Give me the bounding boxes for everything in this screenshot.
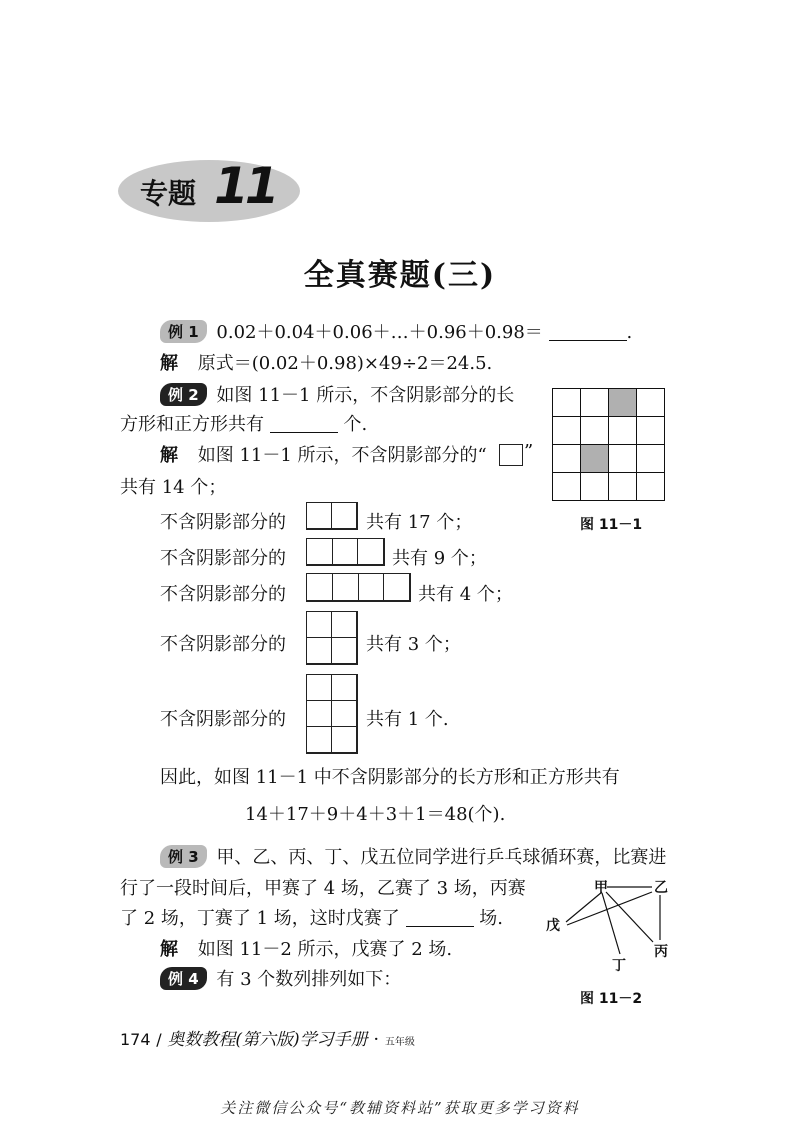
- example1-answer-blank: [549, 322, 627, 341]
- node-bing: 丙: [654, 944, 668, 960]
- prefix-2x2: 不含阴影部分的: [160, 634, 286, 655]
- example4-badge: 例 4: [160, 967, 207, 990]
- count-3x2: 共有 1 个.: [366, 709, 449, 730]
- unit-square-icon: [499, 444, 523, 466]
- edge-jia-bing: [606, 892, 653, 942]
- example4-text: 有 3 个数列排列如下：: [216, 969, 402, 990]
- example1-sol-label: 解: [160, 353, 178, 374]
- example3-badge: 例 3: [160, 845, 207, 868]
- example3-line2: 行了一段时间后，甲赛了 4 场，乙赛了 3 场，丙赛: [120, 878, 526, 899]
- shaded-cell: [609, 389, 637, 417]
- shape-1x2-icon: [306, 502, 358, 530]
- footer-dot: ·: [373, 1029, 380, 1050]
- example2-equation: 14＋17＋9＋4＋3＋1＝48(个).: [245, 804, 506, 825]
- shape-1x4-icon: [306, 573, 411, 602]
- example2-badge: 例 2: [160, 383, 207, 406]
- node-yi: 乙: [654, 880, 668, 896]
- page-number: 174: [120, 1030, 151, 1049]
- book-title: 奥数教程(第六版)学习手册: [167, 1030, 368, 1050]
- shape-2x2-icon: [306, 611, 358, 665]
- example1-sol-text: 原式＝(0.02＋0.98)×49÷2＝24.5.: [197, 353, 493, 374]
- topic-number: 11: [214, 157, 276, 215]
- shape-3x2-icon: [306, 674, 358, 754]
- example4-line: [160, 965, 401, 991]
- footer-separator: /: [156, 1030, 162, 1049]
- example2-conclusion: 因此，如图 11－1 中不含阴影部分的长方形和正方形共有: [160, 767, 620, 788]
- edge-jia-ding: [602, 893, 620, 954]
- example2-text2a: 方形和正方形共有: [120, 414, 264, 435]
- example1-expr: 0.02＋0.04＋0.06＋…＋0.96＋0.98＝: [216, 322, 543, 343]
- example1-badge: 例 1: [160, 320, 207, 343]
- figure-11-1-caption: 图 11－1: [580, 517, 643, 533]
- example2-sol-text1a: 如图 11－1 所示，不含阴影部分的“: [197, 445, 487, 466]
- example3-text3b: 场.: [479, 908, 503, 929]
- example3-text1: 甲、乙、丙、丁、戊五位同学进行乒乓球循环赛，比赛进: [216, 847, 667, 868]
- example2-sol-line2: 共有 14 个；: [120, 477, 227, 498]
- example2-text2b: 个.: [343, 414, 368, 435]
- example3-text3a: 了 2 场，丁赛了 1 场，这时戊赛了: [120, 908, 400, 929]
- prefix-1x4: 不含阴影部分的: [160, 584, 286, 605]
- example2-sol-label: 解: [160, 445, 178, 466]
- page-title: 全真赛题(三): [303, 258, 497, 293]
- example3-sol-label: 解: [160, 939, 178, 960]
- example1-tail: .: [626, 322, 633, 343]
- example3-line3: [120, 904, 503, 930]
- figure-11-2-graph: [540, 870, 680, 978]
- example1-solution: [160, 349, 492, 375]
- example3-sol-text: 如图 11－2 所示，戊赛了 2 场.: [197, 939, 453, 960]
- example3-answer-blank: [406, 908, 474, 927]
- example3-line1: [160, 843, 666, 869]
- watermark: 关注微信公众号“教辅资料站”获取更多学习资料: [220, 1099, 580, 1117]
- count-1x3: 共有 9 个；: [392, 548, 487, 569]
- example1-line: [160, 318, 632, 344]
- node-wu: 戊: [546, 918, 560, 934]
- node-ding: 丁: [612, 958, 626, 974]
- figure-11-2-caption: 图 11－2: [580, 991, 643, 1007]
- prefix-1x3: 不含阴影部分的: [160, 548, 286, 569]
- figure-11-1-grid: [552, 388, 668, 504]
- prefix-1x2: 不含阴影部分的: [160, 512, 286, 533]
- example2-line2: [120, 410, 367, 436]
- example2-line1: [160, 381, 514, 407]
- node-jia: 甲: [594, 880, 608, 896]
- count-2x2: 共有 3 个；: [366, 634, 461, 655]
- example2-answer-blank: [270, 414, 338, 433]
- count-1x2: 共有 17 个；: [366, 512, 473, 533]
- example2-text1: 如图 11－1 所示，不含阴影部分的长: [216, 385, 515, 406]
- grade-label: 五年级: [384, 1037, 415, 1048]
- shape-1x3-icon: [306, 538, 385, 566]
- example2-sol-text1b: ”: [524, 441, 534, 462]
- example3-solution: [160, 935, 452, 961]
- edge-jia-wu: [566, 892, 602, 922]
- example2-sol-line1: [160, 441, 487, 467]
- shaded-cell: [581, 445, 609, 473]
- topic-label: 专题: [140, 177, 197, 210]
- page-footer: [120, 1025, 415, 1050]
- prefix-3x2: 不含阴影部分的: [160, 709, 286, 730]
- count-1x4: 共有 4 个；: [418, 584, 513, 605]
